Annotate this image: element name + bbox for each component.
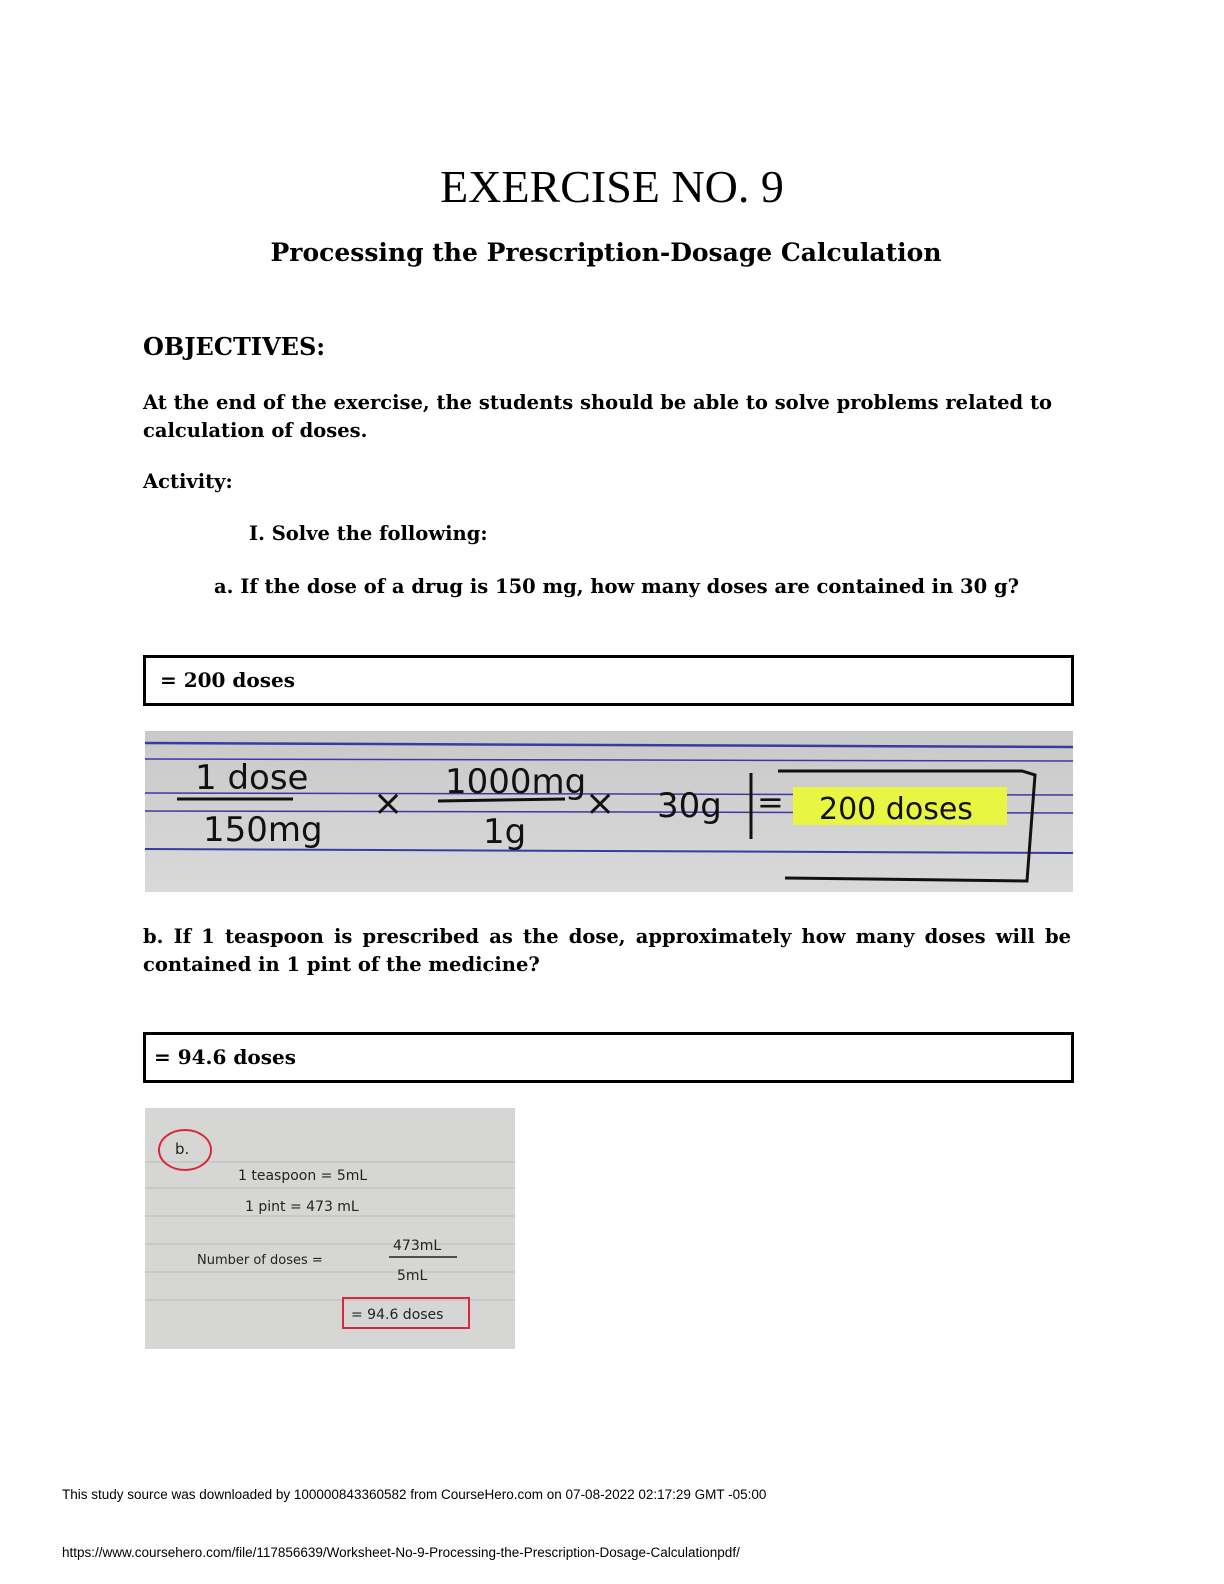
activity-instruction: I. Solve the following:	[249, 522, 488, 545]
work-b-photo	[145, 1108, 515, 1349]
work-a-num1: 1 dose	[195, 758, 309, 798]
work-b-line1: 1 teaspoon = 5mL	[238, 1168, 368, 1184]
work-a-result: 200 doses	[819, 792, 973, 827]
work-b-result: = 94.6 doses	[351, 1307, 444, 1323]
work-b-eq-label: Number of doses =	[197, 1253, 323, 1268]
work-a-num2: 1000mg	[445, 762, 587, 802]
question-b: b. If 1 teaspoon is prescribed as the dose, approximately how many doses will be contained in 1 pint of the medicine?	[143, 925, 1071, 976]
answer-b-text: = 94.6 doses	[154, 1045, 296, 1069]
answer-a-box	[143, 655, 1074, 706]
answer-a-text: = 200 doses	[160, 668, 295, 692]
work-a-drawing	[145, 731, 1073, 892]
work-a-den2: 1g	[483, 812, 527, 852]
objectives-heading: OBJECTIVES:	[143, 332, 326, 361]
work-a-times-1: ×	[373, 783, 404, 824]
paper-background	[145, 1108, 515, 1349]
work-a-den1: 150mg	[203, 810, 323, 850]
work-a-photo	[145, 731, 1073, 892]
work-b-label: b.	[175, 1140, 190, 1158]
page-subtitle: Processing the Prescription-Dosage Calculation	[270, 238, 942, 267]
work-b-frac-num: 473mL	[393, 1238, 442, 1254]
work-b-drawing	[145, 1108, 515, 1349]
objectives-text: At the end of the exercise, the students should be able to solve problems related to calculation of doses.	[143, 391, 1052, 442]
activity-heading: Activity:	[143, 470, 233, 493]
footer-source: This study source was downloaded by 100000843360582 from CourseHero.com on 07-08-2022 02:17:29 GMT -05:00	[62, 1487, 767, 1502]
work-a-qty: 30g	[657, 786, 722, 826]
work-a-times-2: ×	[585, 783, 616, 824]
page-title: EXERCISE NO. 9	[440, 161, 784, 212]
work-b-line2: 1 pint = 473 mL	[245, 1199, 359, 1215]
work-b-frac-den: 5mL	[397, 1268, 428, 1284]
work-a-equals: =	[757, 783, 784, 821]
question-a: a. If the dose of a drug is 150 mg, how many doses are contained in 30 g?	[214, 575, 1020, 598]
answer-b-box	[143, 1032, 1074, 1083]
footer-url[interactable]: https://www.coursehero.com/file/117856639/Worksheet-No-9-Processing-the-Prescription-Dosage-Calculationpdf/	[62, 1545, 740, 1560]
